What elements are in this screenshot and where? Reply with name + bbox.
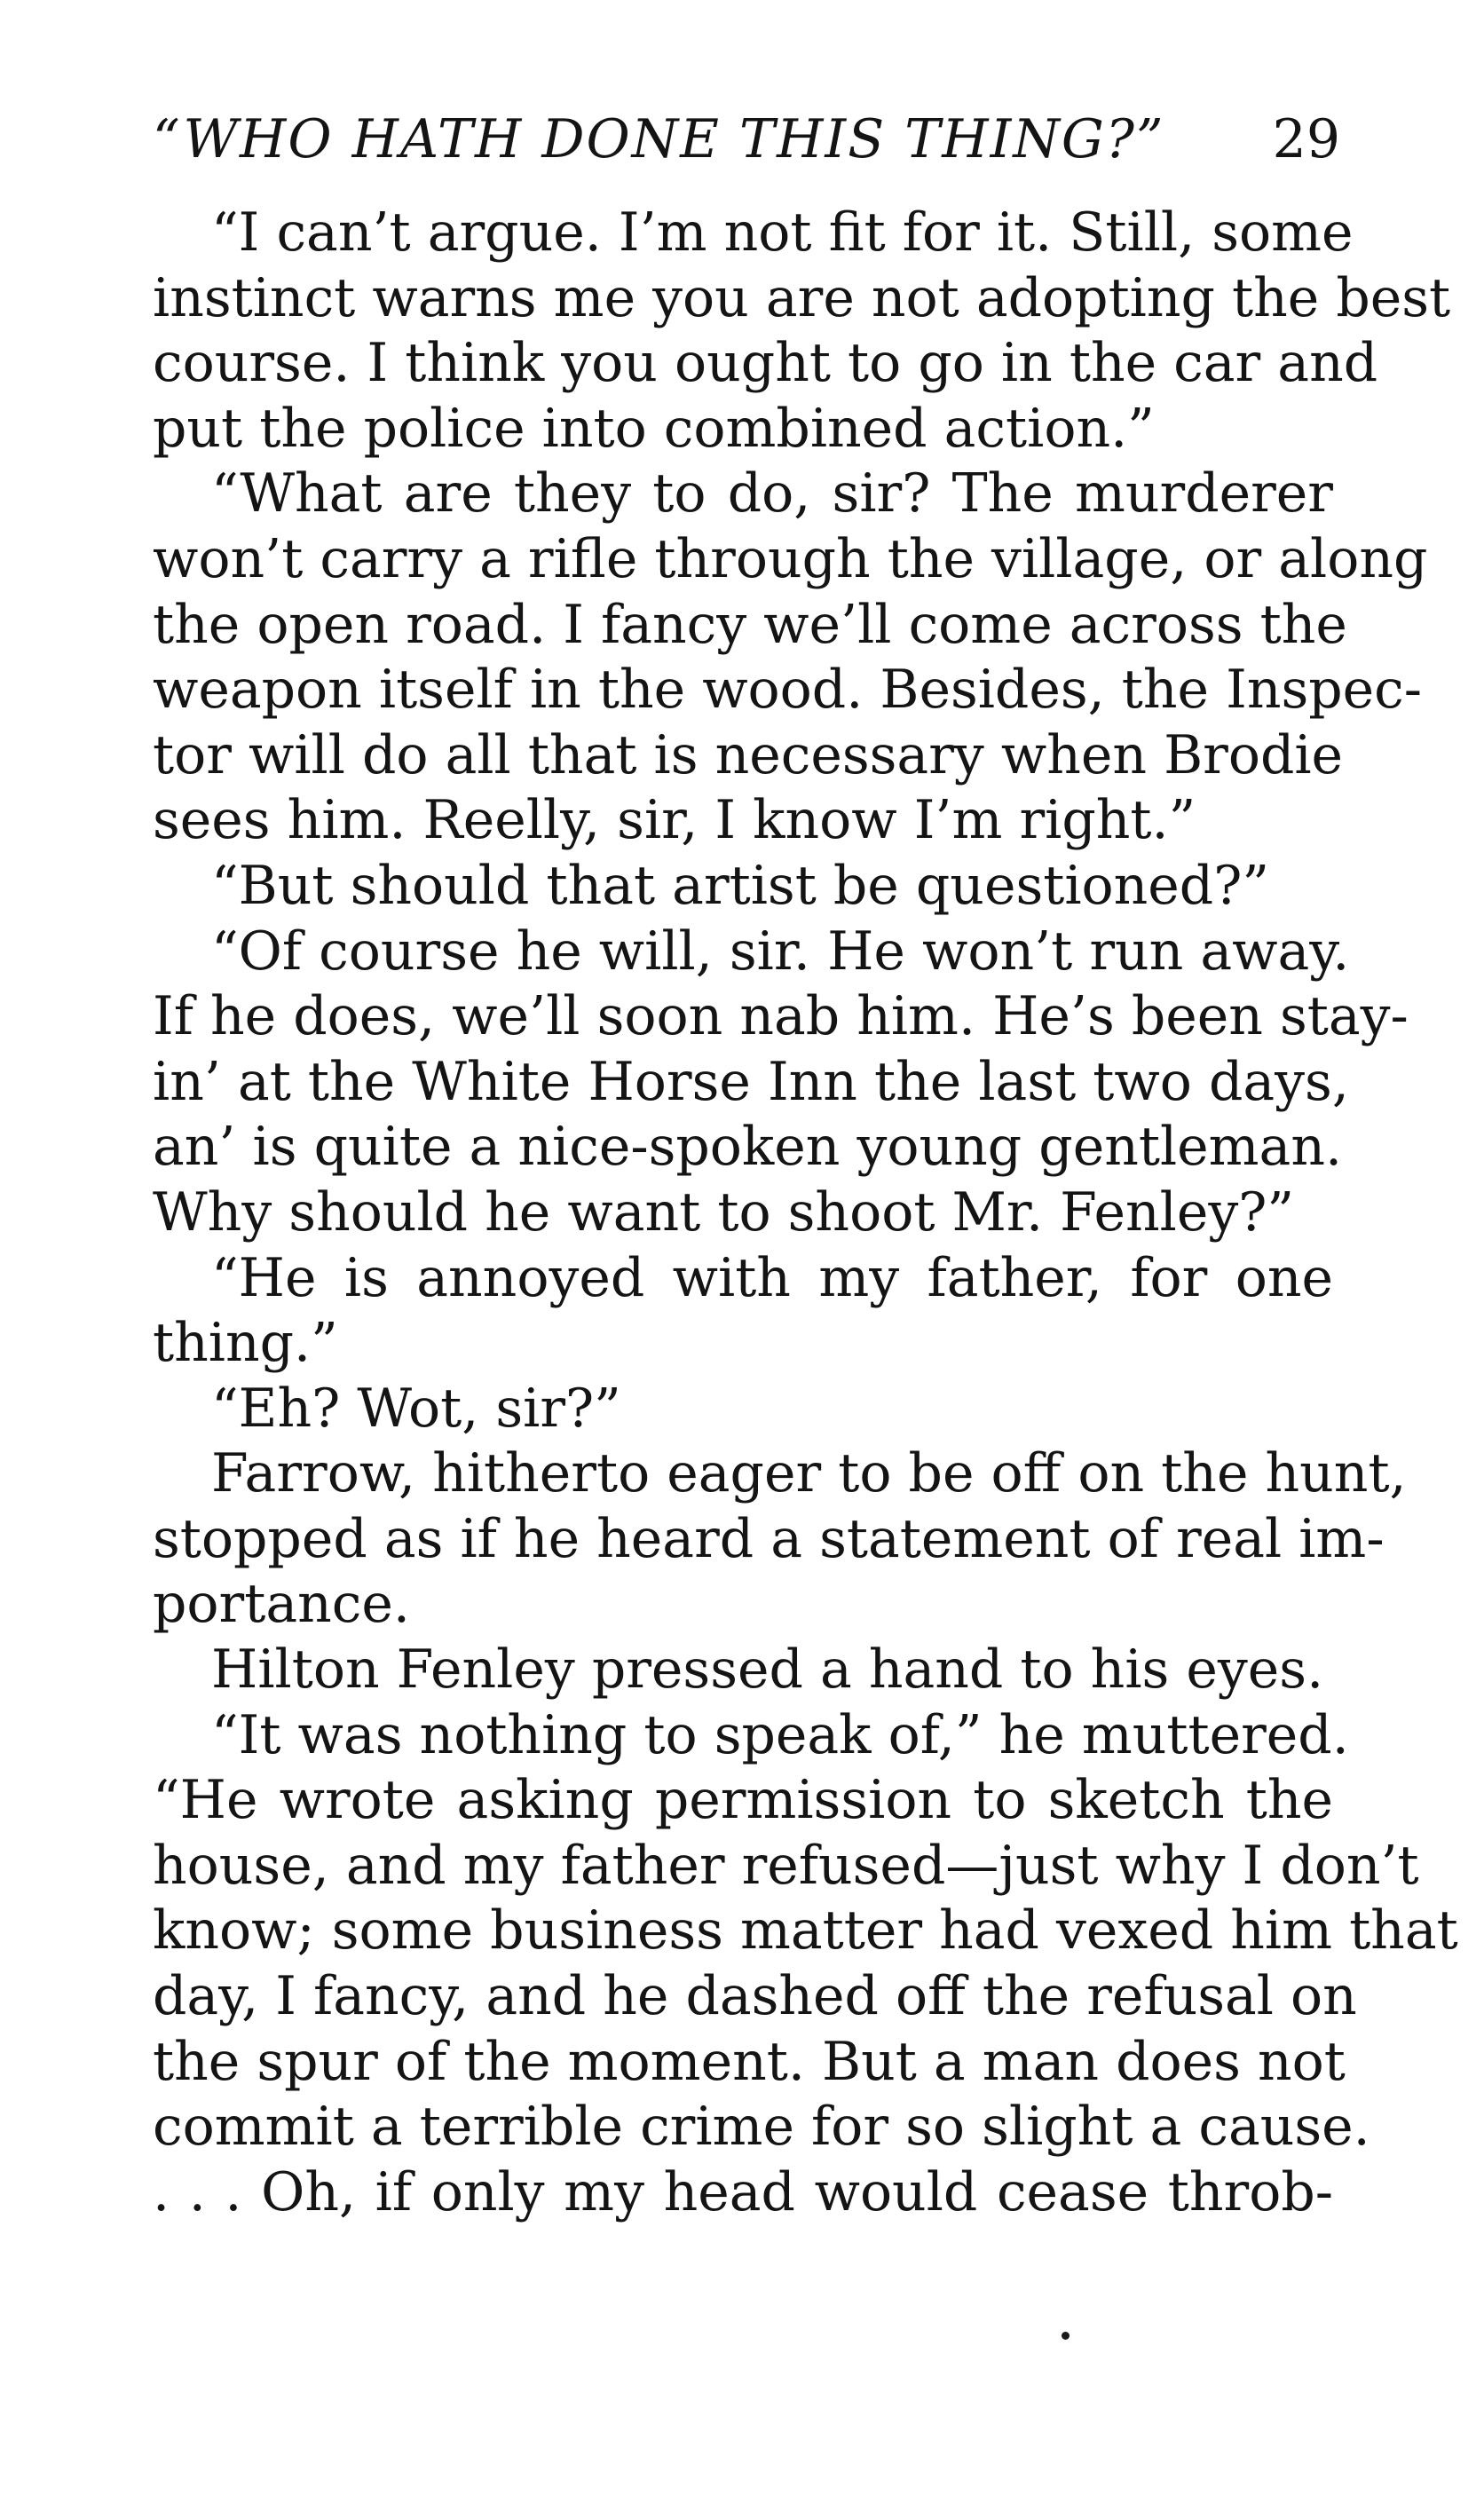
text-line: “But should that artist be questioned?” (211, 854, 1270, 917)
text-line: in’ at the White Horse Inn the last two days, (153, 1050, 1349, 1113)
running-title: “WHO HATH DONE THIS THING?” (153, 108, 1165, 170)
page-number: 29 (1272, 108, 1340, 170)
text-line: “He is annoyed with my father, for one (211, 1246, 1333, 1309)
text-line: “I can’t argue. I’m not fit for it. Still, some (211, 201, 1354, 264)
text-line: house, and my father refused—just why I don’t (153, 1834, 1419, 1897)
page-header (153, 108, 1340, 179)
text-line: Farrow, hitherto eager to be off on the hunt, (211, 1442, 1407, 1505)
text-line: “Eh? Wot, sir?” (211, 1377, 621, 1440)
text-line: put the police into combined action.” (153, 397, 1155, 460)
body-text (153, 201, 1458, 2225)
text-line: the open road. I fancy we’ll come across the (153, 593, 1347, 656)
text-line: course. I think you ought to go in the car and (153, 332, 1378, 395)
text-line: know; some business matter had vexed him that (153, 1899, 1458, 1962)
text-line: “What are they to do, sir? The murderer (211, 462, 1333, 525)
text-line: stopped as if he heard a statement of real im- (153, 1507, 1385, 1570)
text-line: instinct warns me you are not adopting the best (153, 266, 1451, 329)
text-line: “Of course he will, sir. He won’t run away. (211, 920, 1350, 983)
text-line: If he does, we’ll soon nab him. He’s been stay- (153, 985, 1409, 1048)
text-line: . . . Oh, if only my head would cease throb- (153, 2160, 1333, 2223)
text-line: Hilton Fenley pressed a hand to his eyes. (211, 1639, 1324, 1702)
text-line: day, I fancy, and he dashed off the refusal on (153, 1965, 1357, 2028)
print-speck (1062, 2332, 1070, 2340)
text-line: tor will do all that is necessary when Brodie (153, 723, 1344, 786)
text-line: weapon itself in the wood. Besides, the Inspec- (153, 659, 1423, 722)
text-line: thing.” (153, 1312, 338, 1375)
text-line: portance. (153, 1573, 410, 1636)
text-line: the spur of the moment. But a man does not (153, 2030, 1346, 2093)
text-line: an’ is quite a nice-spoken young gentleman. (153, 1116, 1343, 1179)
text-line: commit a terrible crime for so slight a cause. (153, 2096, 1370, 2159)
text-line: “He wrote asking permission to sketch the (153, 1769, 1333, 1832)
text-line: sees him. Reelly, sir, I know I’m right.” (153, 789, 1196, 852)
text-line: “It was nothing to speak of,” he muttered. (211, 1703, 1349, 1766)
text-line: won’t carry a rifle through the village, or along (153, 527, 1428, 590)
text-line: Why should he want to shoot Mr. Fenley?” (153, 1181, 1295, 1244)
